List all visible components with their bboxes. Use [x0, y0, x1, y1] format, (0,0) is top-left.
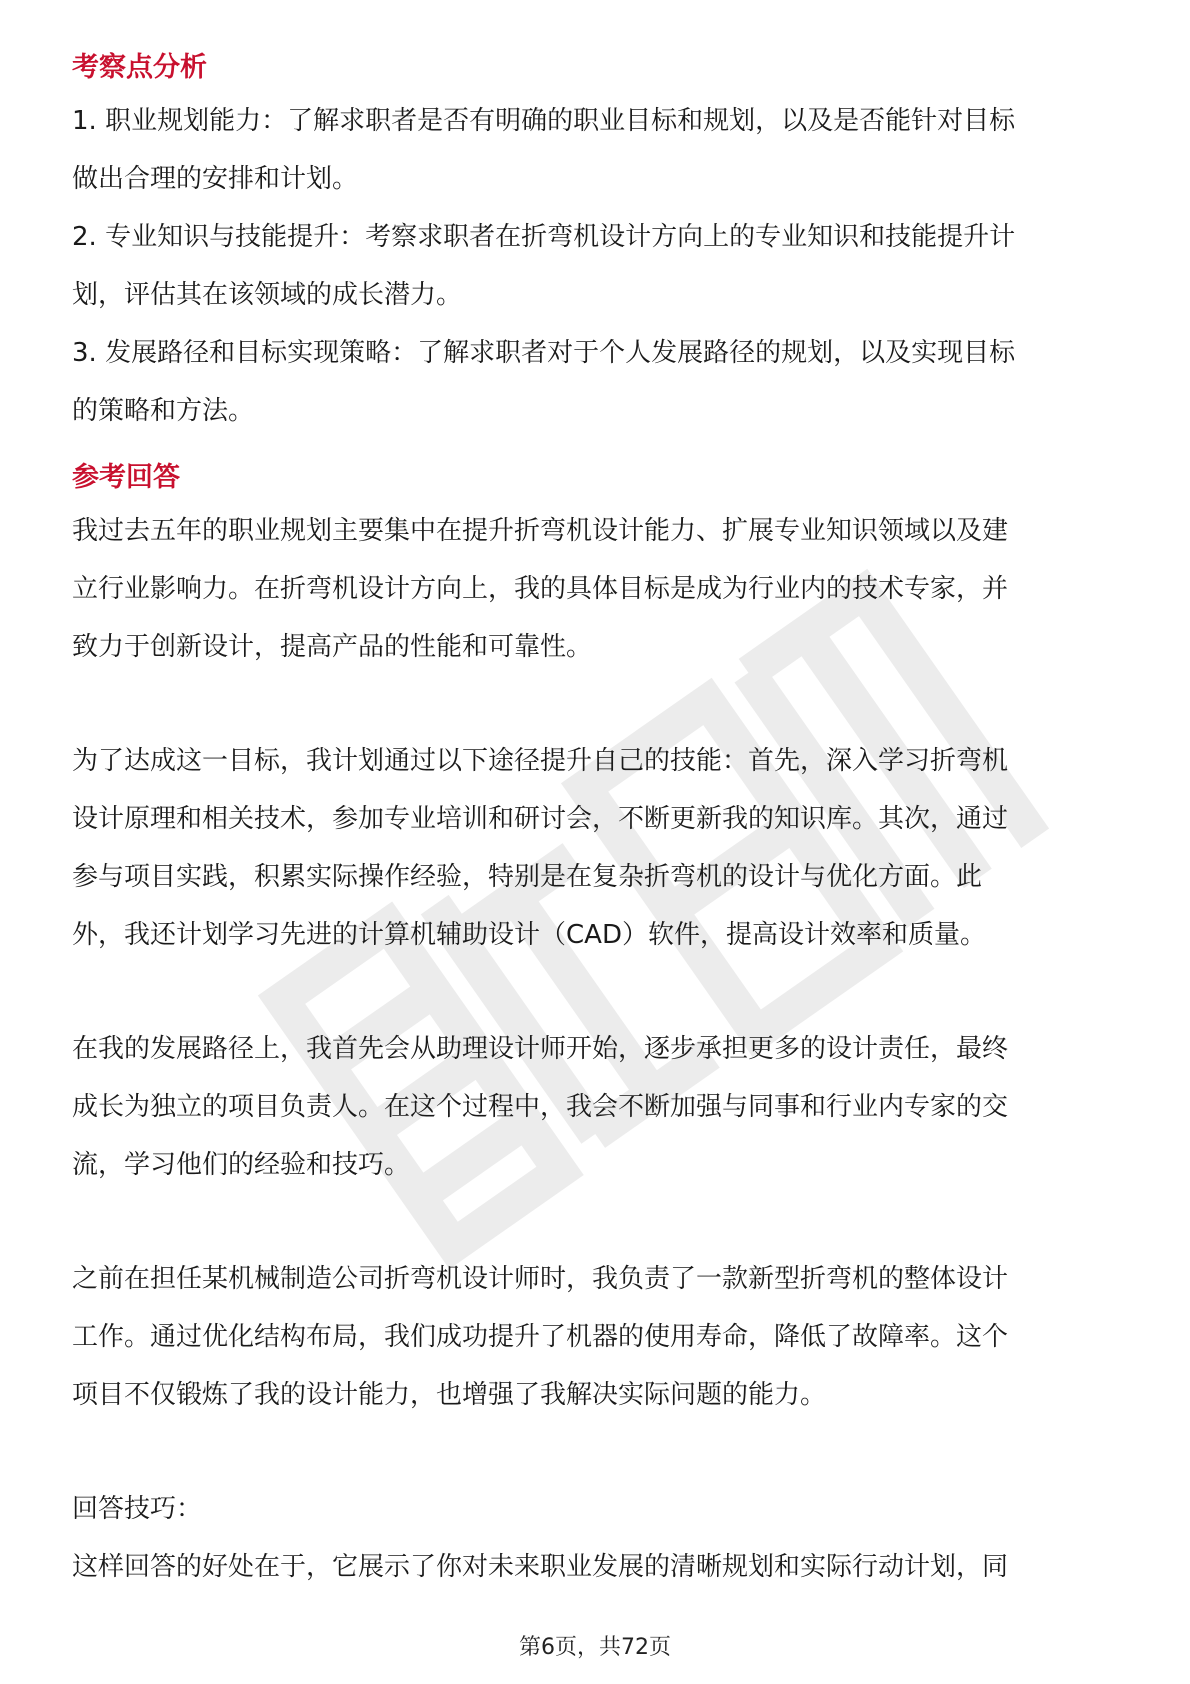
text-line: 之前在担任某机械制造公司折弯机设计师时，我负责了一款新型折弯机的整体设计 — [72, 1264, 1009, 1294]
answer-paragraph — [72, 1250, 1122, 1424]
text-line: 成长为独立的项目负责人。在这个过程中，我会不断加强与同事和行业内专家的交 — [72, 1092, 1009, 1122]
answer-paragraph — [72, 1020, 1122, 1194]
analysis-item — [72, 324, 1122, 440]
text-line: 2. 专业知识与技能提升：考察求职者在折弯机设计方向上的专业知识和技能提升计 — [72, 222, 1016, 252]
text-line: 流，学习他们的经验和技巧。 — [72, 1150, 411, 1180]
text-line: 参与项目实践，积累实际操作经验，特别是在复杂折弯机的设计与优化方面。此 — [72, 862, 983, 892]
analysis-item — [72, 92, 1122, 208]
answer-paragraph — [72, 732, 1122, 964]
document-content — [72, 44, 1122, 1596]
text-line: 3. 发展路径和目标实现策略：了解求职者对于个人发展路径的规划，以及实现目标 — [72, 338, 1016, 368]
text-line: 这样回答的好处在于，它展示了你对未来职业发展的清晰规划和实际行动计划，同 — [72, 1552, 1009, 1582]
text-line: 的策略和方法。 — [72, 396, 255, 426]
text-line: 在我的发展路径上，我首先会从助理设计师开始，逐步承担更多的设计责任，最终 — [72, 1034, 1009, 1064]
text-line: 外，我还计划学习先进的计算机辅助设计（CAD）软件，提高设计效率和质量。 — [72, 920, 986, 950]
analysis-item — [72, 208, 1122, 324]
section-title-answer: 参考回答 — [72, 462, 180, 493]
text-line: 1. 职业规划能力：了解求职者是否有明确的职业目标和规划，以及是否能针对目标 — [72, 106, 1016, 136]
text-line: 划，评估其在该领域的成长潜力。 — [72, 280, 463, 310]
text-line: 为了达成这一目标，我计划通过以下途径提升自己的技能：首先，深入学习折弯机 — [72, 746, 1009, 776]
text-line: 我过去五年的职业规划主要集中在提升折弯机设计能力、扩展专业知识领域以及建 — [72, 516, 1009, 546]
answer-paragraph — [72, 502, 1122, 676]
text-line: 做出合理的安排和计划。 — [72, 164, 359, 194]
text-line: 设计原理和相关技术，参加专业培训和研讨会，不断更新我的知识库。其次，通过 — [72, 804, 1009, 834]
text-line: 立行业影响力。在折弯机设计方向上，我的具体目标是成为行业内的技术专家，并 — [72, 574, 1009, 604]
text-line: 致力于创新设计，提高产品的性能和可靠性。 — [72, 632, 593, 662]
tips-block — [72, 1480, 1122, 1596]
text-line: 工作。通过优化结构布局，我们成功提升了机器的使用寿命，降低了故障率。这个 — [72, 1322, 1009, 1352]
section-title-analysis: 考察点分析 — [72, 52, 207, 83]
text-line: 项目不仅锻炼了我的设计能力，也增强了我解决实际问题的能力。 — [72, 1380, 827, 1410]
page-number: 第6页，共72页 — [519, 1635, 671, 1660]
tips-heading: 回答技巧： — [72, 1494, 203, 1524]
